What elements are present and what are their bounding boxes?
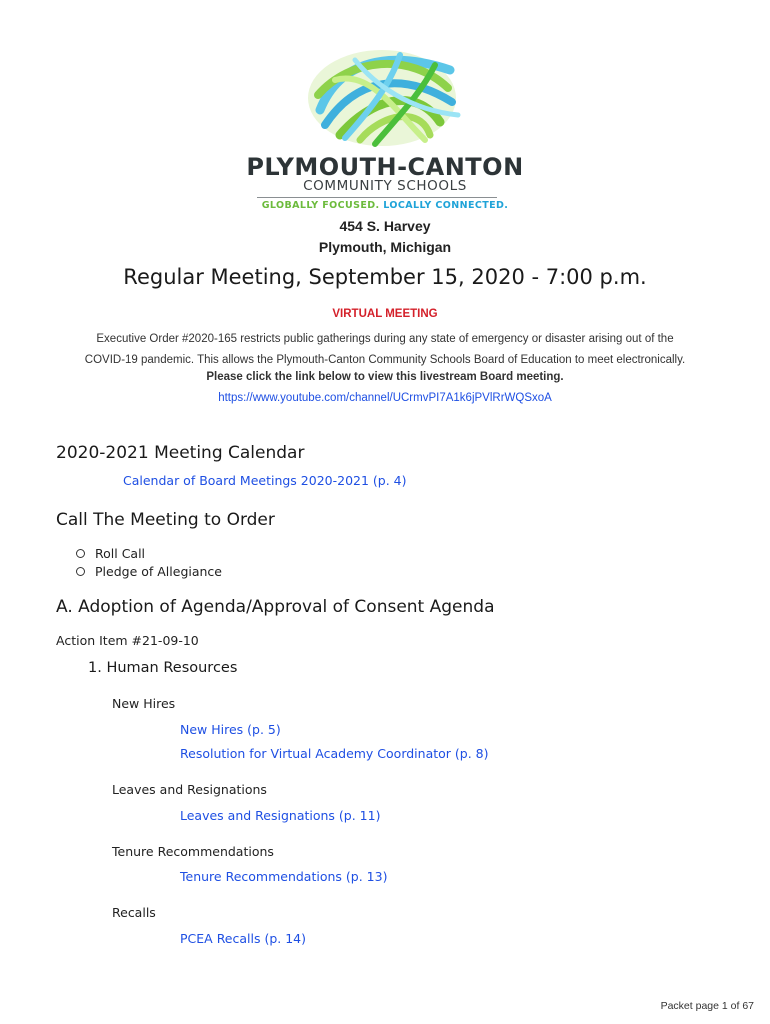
virtual-academy-link[interactable]: Resolution for Virtual Academy Coordinator (p. 8): [180, 746, 489, 761]
tenure-link[interactable]: Tenure Recommendations (p. 13): [180, 869, 388, 884]
tagline-part1: GLOBALLY FOCUSED.: [261, 200, 380, 211]
tagline-part2: LOCALLY CONNECTED.: [383, 200, 509, 211]
group-label-recalls: Recalls: [112, 905, 156, 920]
call-to-order-heading: Call The Meeting to Order: [56, 510, 275, 530]
brand-subtitle: COMMUNITY SCHOOLS: [303, 178, 467, 194]
address-line1: 454 S. Harvey: [339, 218, 431, 234]
roll-call-item: Roll Call: [95, 546, 146, 561]
executive-order-text: [40, 329, 730, 371]
brand-name: PLYMOUTH-CANTON: [246, 153, 524, 181]
meeting-title: Regular Meeting, September 15, 2020 - 7:00 p.m.: [123, 265, 647, 289]
leaves-link[interactable]: Leaves and Resignations (p. 11): [180, 808, 381, 823]
exec-line-1: Executive Order #2020-165 restricts public gatherings during any state of emergency or disaster arising out of the: [96, 333, 674, 345]
bullet-icon: [76, 549, 85, 558]
calendar-heading: 2020-2021 Meeting Calendar: [56, 443, 305, 463]
leaf-swirl-logo-icon: [300, 40, 465, 150]
brand-tagline: [0, 200, 770, 211]
group-label-leaves: Leaves and Resignations: [112, 782, 267, 797]
new-hires-link[interactable]: New Hires (p. 5): [180, 722, 281, 737]
page-footer: Packet page 1 of 67: [660, 1000, 754, 1012]
brand-divider: [257, 197, 497, 198]
address-line2: Plymouth, Michigan: [318, 239, 452, 255]
exec-line-2: COVID-19 pandemic. This allows the Plymouth-Canton Community Schools Board of Education to meet electronically.: [84, 354, 686, 366]
bullet-icon: [76, 567, 85, 576]
action-item-label: Action Item #21-09-10: [56, 633, 199, 648]
group-label-tenure: Tenure Recommendations: [112, 844, 274, 859]
adoption-heading: A. Adoption of Agenda/Approval of Consent Agenda: [56, 597, 495, 617]
calendar-link[interactable]: Calendar of Board Meetings 2020-2021 (p. 4): [123, 473, 407, 488]
human-resources-heading: 1. Human Resources: [88, 660, 238, 676]
recalls-link[interactable]: PCEA Recalls (p. 14): [180, 931, 307, 946]
virtual-meeting-label: VIRTUAL MEETING: [332, 308, 438, 320]
pledge-item: Pledge of Allegiance: [95, 564, 222, 579]
livestream-instruction: Please click the link below to view this livestream Board meeting.: [206, 371, 564, 383]
group-label-new-hires: New Hires: [112, 696, 176, 711]
youtube-link[interactable]: https://www.youtube.com/channel/UCrmvPI7A1k6jPVlRrWQSxoA: [218, 392, 552, 404]
